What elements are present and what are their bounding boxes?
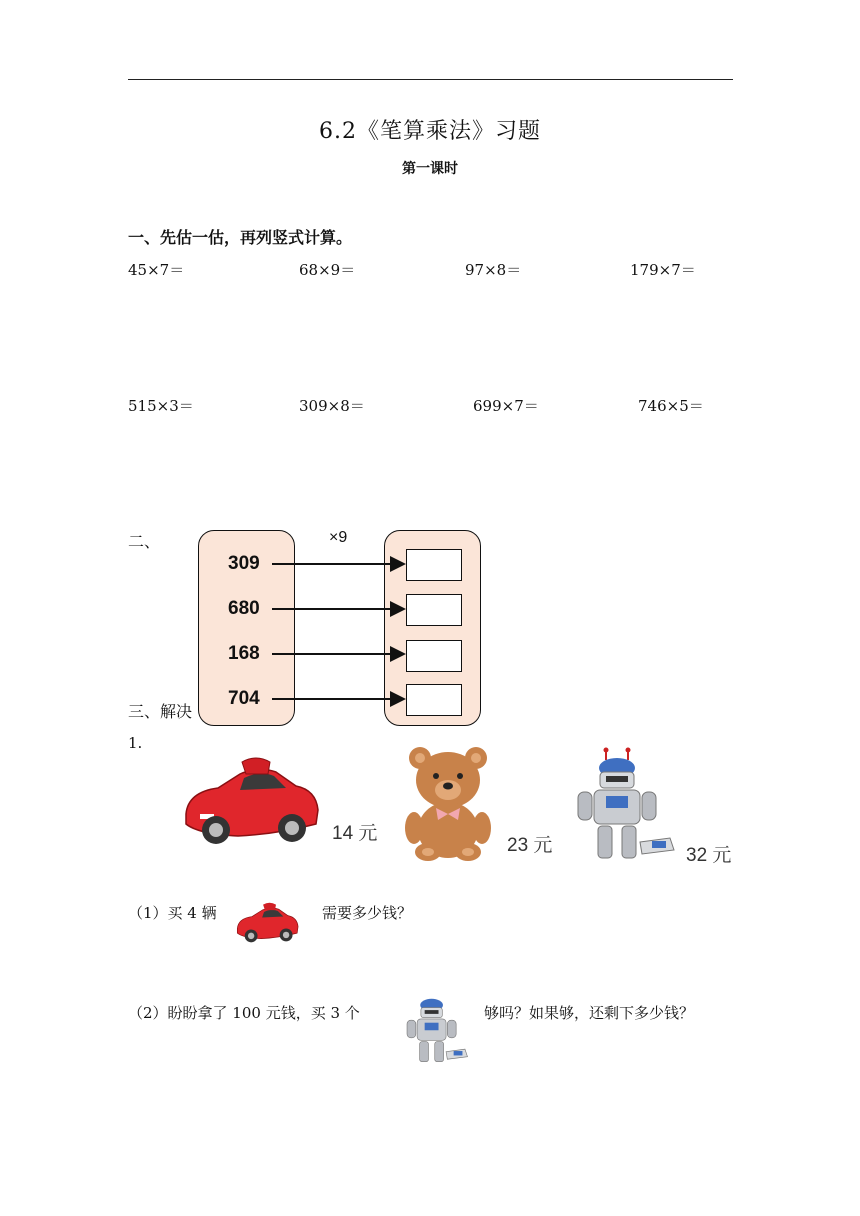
robot-icon (570, 746, 678, 866)
problem-2: 68×9＝ (299, 261, 356, 279)
car-price: 14 元 (332, 823, 378, 844)
answer-box[interactable] (406, 684, 462, 716)
robot-price: 32 元 (686, 845, 732, 866)
input-number: 680 (228, 598, 260, 619)
question-1-suffix: 需要多少钱？ (322, 904, 413, 922)
page-title: 6.2《笔算乘法》习题 (319, 119, 541, 144)
answer-box[interactable] (406, 549, 462, 581)
input-number: 168 (228, 643, 260, 664)
section-2-heading: 二、 (128, 532, 161, 551)
problem-5: 515×3＝ (128, 397, 194, 415)
problem-6: 309×8＝ (299, 397, 365, 415)
toy-car-icon (178, 752, 323, 852)
toy-car-icon (232, 900, 302, 946)
item-number: 1. (128, 734, 143, 752)
page-subtitle: 第一课时 (402, 161, 458, 177)
input-number: 309 (228, 553, 260, 574)
teddy-bear-icon (398, 744, 498, 862)
section-1-heading: 一、先估一估，再列竖式计算。 (128, 228, 353, 247)
answer-box[interactable] (406, 594, 462, 626)
bear-price: 23 元 (507, 835, 553, 856)
input-number: 704 (228, 688, 260, 709)
answer-box[interactable] (406, 640, 462, 672)
robot-icon (402, 990, 470, 1068)
question-2-prefix: （2）盼盼拿了 100 元钱，买 3 个 (128, 1004, 360, 1022)
question-1-prefix: （1）买 4 辆 (128, 904, 217, 922)
section-3-heading: 三、解决 (128, 699, 192, 722)
question-2-suffix: 够吗？如果够，还剩下多少钱？ (484, 1004, 695, 1022)
problem-7: 699×7＝ (473, 397, 539, 415)
problem-4: 179×7＝ (630, 261, 696, 279)
problem-3: 97×8＝ (465, 261, 522, 279)
multiplier-label: ×9 (329, 529, 348, 546)
problem-8: 746×5＝ (638, 397, 704, 415)
problem-1: 45×7＝ (128, 261, 185, 279)
